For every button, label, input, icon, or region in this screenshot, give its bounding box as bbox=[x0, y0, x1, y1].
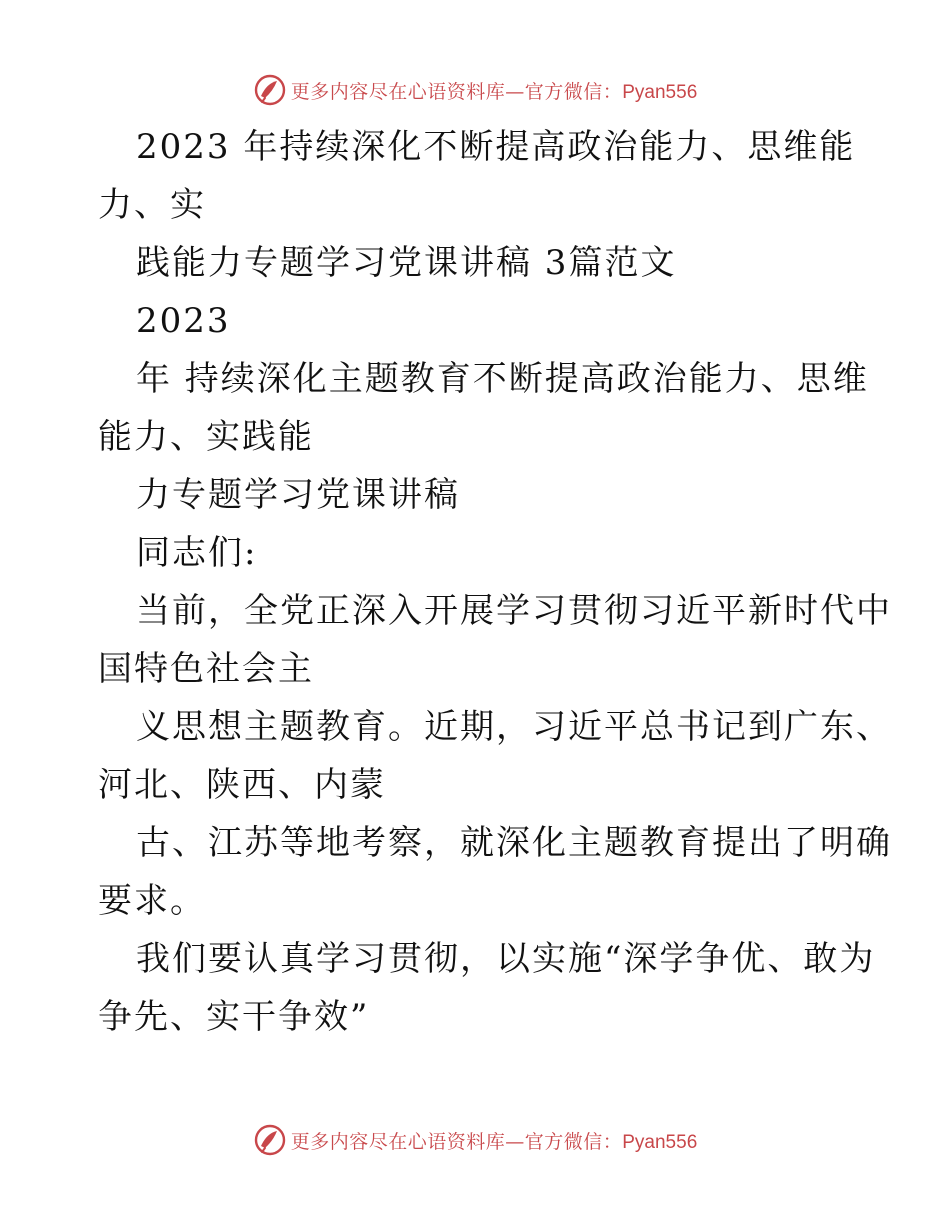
text-line: 同志们: bbox=[136, 533, 258, 573]
header-watermark bbox=[0, 70, 950, 110]
text-line: 当前，全党正深入开展学习贯彻习近平新时代中 bbox=[136, 591, 892, 631]
text-line: 年 持续深化主题教育不断提高政治能力、思维 bbox=[136, 359, 869, 399]
text-line: 河北、陕西、内蒙 bbox=[98, 765, 386, 805]
pen-logo-icon bbox=[253, 73, 287, 107]
footer-watermark bbox=[0, 1120, 950, 1160]
text-line: 国特色社会主 bbox=[98, 649, 314, 689]
text-line: 要求。 bbox=[98, 881, 206, 921]
text-line: 践能力专题学习党课讲稿 3篇范文 bbox=[136, 243, 677, 283]
pen-logo-icon bbox=[253, 1123, 287, 1157]
watermark-text: 更多内容尽在心语资料库—官方微信：Pyan556 bbox=[290, 1130, 698, 1153]
text-line: 2023 年持续深化不断提高政治能力、思维能 bbox=[136, 127, 856, 167]
text-line: 2023 bbox=[136, 301, 231, 341]
text-line: 力专题学习党课讲稿 bbox=[136, 475, 460, 515]
text-line: 义思想主题教育。近期，习近平总书记到广东、 bbox=[136, 707, 892, 747]
text-line: 我们要认真学习贯彻，以实施“深学争优、敢为 bbox=[136, 939, 876, 979]
text-line: 争先、实干争效” bbox=[98, 997, 370, 1037]
text-line: 力、实 bbox=[98, 185, 206, 225]
document-body bbox=[98, 118, 892, 1046]
watermark-text: 更多内容尽在心语资料库—官方微信：Pyan556 bbox=[290, 80, 698, 103]
text-line: 古、江苏等地考察，就深化主题教育提出了明确 bbox=[136, 823, 892, 863]
text-line: 能力、实践能 bbox=[98, 417, 314, 457]
